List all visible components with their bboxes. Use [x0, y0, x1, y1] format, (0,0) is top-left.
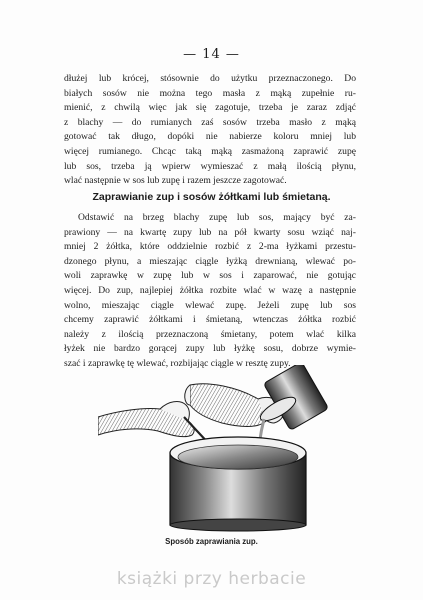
text-line: mniej 2 żółtka, które oddzielnie rozbić z 2-ma łyżkami przestu-	[64, 241, 356, 253]
text-line: z blachy — do rumianych zaś sosów trzeba masło z mąką	[64, 116, 356, 128]
text-line: białych sosów nie można tego masła z mąką zupełnie ru-	[64, 87, 356, 99]
watermark: książki przy herbacie	[116, 569, 307, 589]
text-line: Odstawić na brzeg blachy zupę lub sos, mający być za-	[78, 212, 356, 223]
paragraph-2	[64, 211, 356, 372]
text-line: należy z ilością przeznaczoną śmietany, potem wlać kilka	[64, 328, 356, 340]
figure-caption: Sposób zaprawiania zup.	[165, 537, 258, 546]
right-arm-icon	[190, 384, 268, 427]
text-line: gotować tak długo, dopóki nie nabierze koloru mniej lub	[64, 131, 356, 143]
text-line: chcemy zaprawić żółtkami i śmietaną, wtenczas żółtka rozbić	[64, 314, 356, 326]
text-line: dłużej lub krócej, stósownie do użytku przeznaczonego. Do	[64, 73, 356, 84]
text-line: więcej rumianego. Chcąc taką mąką zasmażoną zaprawić zupę	[64, 145, 356, 157]
text-line: prawiony — na kwartę zupy lub na pół kwarty sosu wziąć naj-	[64, 226, 356, 238]
cooking-pot-icon	[170, 437, 306, 531]
text-line: lub sos, trzeba ją wpierw wymieszać z małą ilością płynu,	[64, 160, 356, 172]
paragraph-1	[64, 72, 356, 189]
text-line: wolno, mieszając ciągle wlewać zupę. Jeżeli zupę lub sos	[64, 299, 356, 311]
page-number: — 14 —	[183, 47, 240, 62]
text-line: dzonego płynu, a mieszając ciągle łyżką drewnianą, wlewać po-	[64, 255, 356, 267]
section-heading: Zaprawianie zup i sosów żółtkami lub śmietaną.	[92, 191, 331, 203]
text-line: łyżek nie bardzo gorącej zupy lub łyżkę sosu, dobrze wymie-	[64, 343, 356, 355]
text-line: wlać następnie w sos lub zupę i razem jeszcze zagotować.	[64, 175, 287, 187]
illustration-pouring-into-pot	[98, 365, 338, 533]
text-line: więcej. Do zup, najlepiej żółtka rozbite wlać w wazę a następnie	[64, 284, 356, 296]
text-line: mienić, z chwilą więc jak się zagotuje, trzeba je zaraz zdjąć	[64, 102, 356, 114]
text-line: woli zaprawkę w zupę lub w sos i zaparować, nie gotując	[64, 270, 356, 282]
text-line: szać i zaprawkę tę wlewać, rozbijając ciągle w resztę zupy.	[64, 357, 291, 369]
